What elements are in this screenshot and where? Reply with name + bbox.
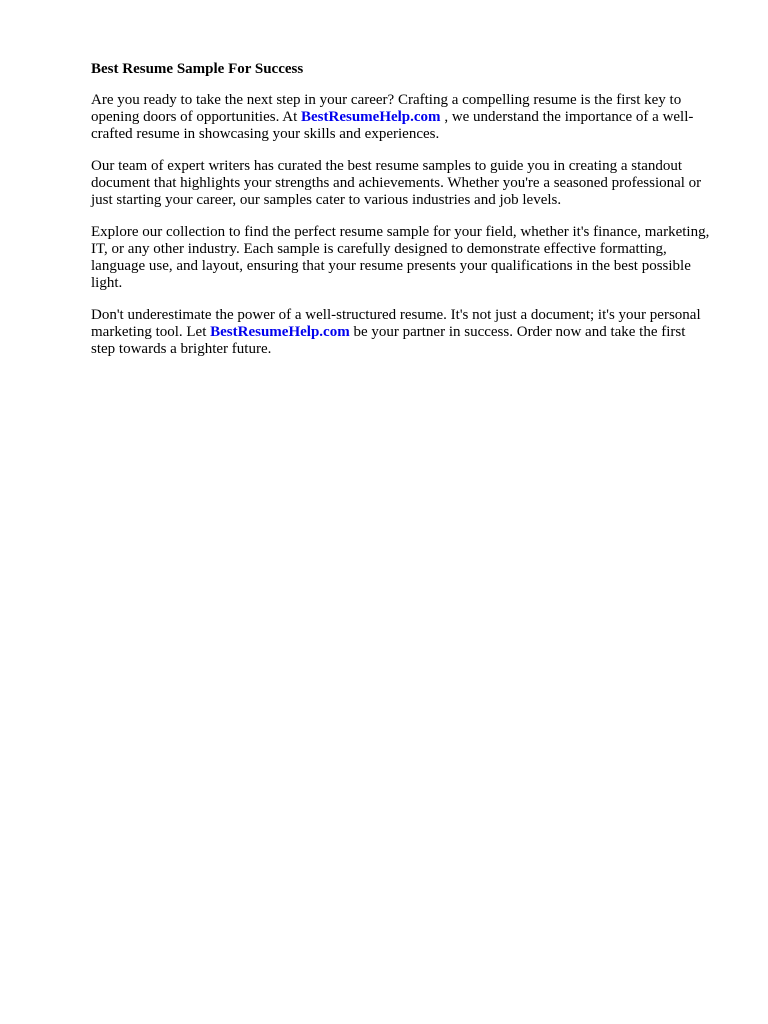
paragraph-closing-text-before: Don't underestimate the power of a well-structured resume. It's not just a document; it's your personal marketing tool. Let bbox=[91, 307, 701, 340]
bestresumehelp-link[interactable]: BestResumeHelp.com bbox=[210, 324, 350, 340]
bestresumehelp-link[interactable]: BestResumeHelp.com bbox=[301, 109, 441, 125]
paragraph-intro-text-after: , we understand the importance of a well-crafted resume in showcasing your skills and experiences. bbox=[91, 109, 694, 142]
paragraph-collection: Explore our collection to find the perfect resume sample for your field, whether it's finance, marketing, IT, or any other industry. Each sample is carefully designed to demonstrate effective formatting, language use, and layout, ensuring that your resume presents your qualifications in the best possible light. bbox=[91, 224, 710, 291]
paragraph-intro-text-before: Are you ready to take the next step in your career? Crafting a compelling resume is the first key to opening doors of opportunities. At bbox=[91, 92, 682, 125]
paragraph-closing bbox=[91, 307, 711, 358]
document-page bbox=[91, 60, 711, 373]
paragraph-intro bbox=[91, 92, 711, 143]
paragraph-closing-text-after: be your partner in success. Order now and take the first step towards a brighter future. bbox=[91, 324, 686, 357]
document-title: Best Resume Sample For Success bbox=[91, 61, 304, 77]
paragraph-writers: Our team of expert writers has curated the best resume samples to guide you in creating a standout document that highlights your strengths and achievements. Whether you're a seasoned professional or just starting your career, our samples cater to various industries and job levels. bbox=[91, 158, 702, 208]
